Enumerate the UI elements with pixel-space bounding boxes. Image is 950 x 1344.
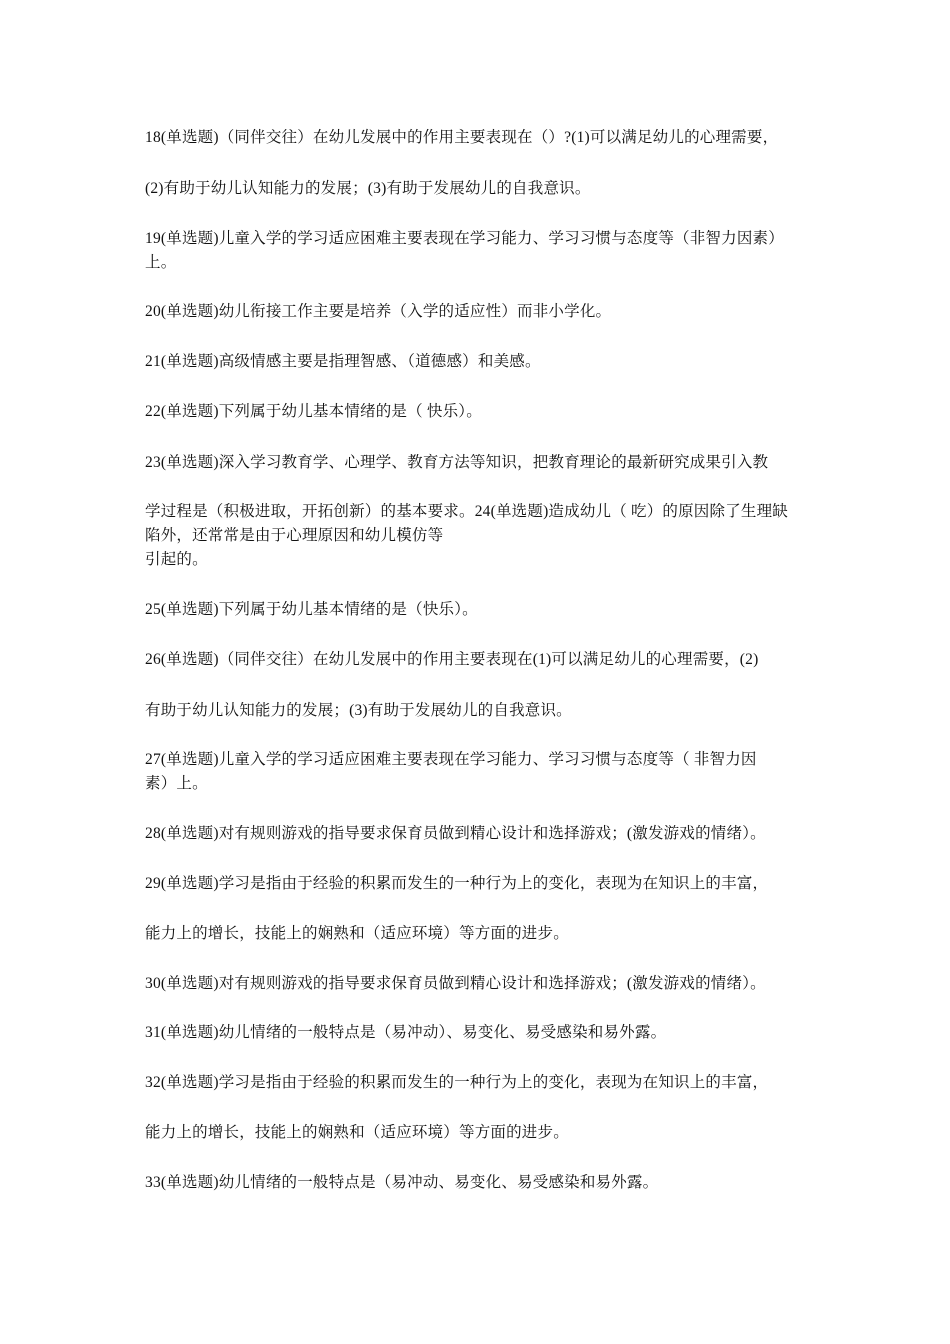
text-line: (2)有助于幼儿认知能力的发展；(3)有助于发展幼儿的自我意识。 [145, 180, 591, 197]
text-line: 31(单选题)幼儿情绪的一般特点是（易冲动）、易变化、易受感染和易外露。 [145, 1024, 667, 1041]
text-line: 23(单选题)深入学习教育学、心理学、教育方法等知识，把教育理论的最新研究成果引入教 [145, 454, 769, 471]
text-line: 有助于幼儿认知能力的发展；(3)有助于发展幼儿的自我意识。 [145, 702, 572, 719]
text-line: 27(单选题)儿童入学的学习适应困难主要表现在学习能力、学习习惯与态度等（ 非智力因 [145, 751, 757, 768]
text-line: 29(单选题)学习是指由于经验的积累而发生的一种行为上的变化，表现为在知识上的丰富， [145, 875, 769, 892]
text-line: 18(单选题)（同伴交往）在幼儿发展中的作用主要表现在（）?(1)可以满足幼儿的心理需要， [145, 129, 779, 146]
text-line: 30(单选题)对有规则游戏的指导要求保育员做到精心设计和选择游戏；(激发游戏的情绪）。 [145, 975, 766, 992]
text-line: 26(单选题)（同伴交往）在幼儿发展中的作用主要表现在(1)可以满足幼儿的心理需要，(2) [145, 651, 759, 668]
text-line: 能力上的增长，技能上的娴熟和（适应环境）等方面的进步。 [145, 925, 569, 942]
text-line: 32(单选题)学习是指由于经验的积累而发生的一种行为上的变化，表现为在知识上的丰富， [145, 1074, 769, 1091]
text-line: 28(单选题)对有规则游戏的指导要求保育员做到精心设计和选择游戏；(激发游戏的情绪）。 [145, 825, 766, 842]
text-line: 33(单选题)幼儿情绪的一般特点是（易冲动、易变化、易受感染和易外露。 [145, 1174, 659, 1191]
text-line: 素）上。 [145, 775, 208, 792]
text-line: 上。 [145, 254, 177, 271]
text-line: 22(单选题)下列属于幼儿基本情绪的是（ 快乐）。 [145, 403, 482, 420]
text-line: 陷外，还常常是由于心理原因和幼儿模仿等 [145, 527, 444, 544]
text-line: 学过程是（积极进取，开拓创新）的基本要求。24(单选题)造成幼儿（ 吃）的原因除了生理缺 [145, 503, 789, 520]
text-line: 19(单选题)儿童入学的学习适应困难主要表现在学习能力、学习习惯与态度等（非智力因素） [145, 230, 784, 247]
text-line: 25(单选题)下列属于幼儿基本情绪的是（快乐）。 [145, 601, 478, 618]
text-line: 20(单选题)幼儿衔接工作主要是培养（入学的适应性）而非小学化。 [145, 303, 612, 320]
text-line: 能力上的增长，技能上的娴熟和（适应环境）等方面的进步。 [145, 1124, 569, 1141]
text-line: 引起的。 [145, 551, 208, 568]
text-line: 21(单选题)高级情感主要是指理智感、（道德感）和美感。 [145, 353, 541, 370]
